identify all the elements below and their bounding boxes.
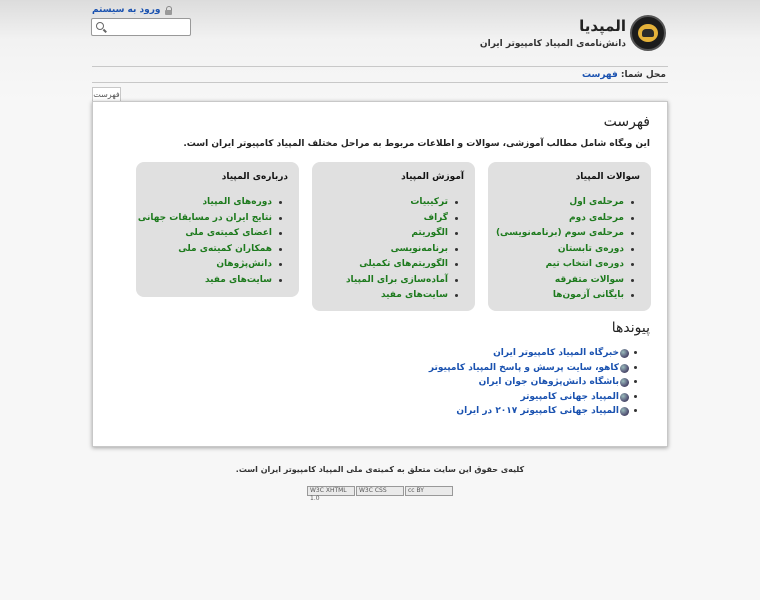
globe-icon	[620, 393, 629, 402]
intro-text: این وبگاه شامل مطالب آموزشی، سوالات و اطلاعات مربوط به مراحل مختلف المپیاد کامپیوتر ایران است.	[183, 139, 650, 149]
creative-commons-badge[interactable]: cc BY	[405, 486, 453, 496]
site-logo[interactable]	[630, 15, 666, 51]
list-item	[429, 375, 637, 390]
login-area	[92, 5, 173, 15]
list-item	[429, 390, 637, 405]
box-link[interactable]: ترکیبیات	[312, 195, 458, 211]
box-link[interactable]: الگوریتم	[312, 226, 458, 242]
breadcrumb-label: محل شما:	[620, 70, 666, 80]
box-about-olympiad	[136, 162, 299, 297]
w3c-css-badge[interactable]: W3C CSS	[356, 486, 404, 496]
external-link[interactable]: باشگاه دانش‌پژوهان جوان ایران	[478, 377, 619, 387]
box-link[interactable]: دوره‌ی انتخاب تیم	[488, 257, 634, 273]
box-title: سوالات المپیاد	[575, 172, 640, 182]
box-link[interactable]: الگوریتم‌های تکمیلی	[312, 257, 458, 273]
main-content	[92, 101, 668, 447]
box-olympiad-questions	[488, 162, 651, 311]
tab-page[interactable]: فهرست	[92, 87, 121, 102]
globe-icon	[620, 378, 629, 387]
external-link[interactable]: کاهو، سایت پرسش و پاسخ المپیاد کامپیوتر	[428, 362, 619, 373]
logo-camel-icon	[642, 29, 654, 37]
globe-icon	[620, 364, 629, 373]
box-link[interactable]: سوالات متفرقه	[488, 273, 634, 289]
box-title: درباره‌ی المپیاد	[221, 172, 288, 182]
box-link[interactable]: مرحله‌ی دوم	[488, 211, 634, 227]
box-link[interactable]: همکاران کمیته‌ی ملی	[136, 242, 282, 258]
header-divider	[92, 66, 668, 67]
box-link[interactable]: بایگانی آزمون‌ها	[488, 288, 634, 304]
box-link[interactable]: برنامه‌نویسی	[312, 242, 458, 258]
breadcrumb-divider	[92, 82, 668, 83]
box-link[interactable]: گراف	[312, 211, 458, 227]
search-icon[interactable]	[96, 22, 104, 30]
search-input[interactable]	[91, 18, 191, 36]
page-title: فهرست	[603, 114, 650, 130]
links-heading: پیوندها	[611, 320, 650, 336]
box-title: آموزش المپیاد	[401, 172, 464, 182]
box-link[interactable]: مرحله‌ی سوم (برنامه‌نویسی)	[488, 226, 634, 242]
box-link[interactable]: نتایج ایران در مسابقات جهانی	[136, 211, 282, 227]
globe-icon	[620, 407, 629, 416]
box-link[interactable]: مرحله‌ی اول	[488, 195, 634, 211]
box-olympiad-training	[312, 162, 475, 311]
box-link[interactable]: اعضای کمیته‌ی ملی	[136, 226, 282, 242]
box-link[interactable]: آماده‌سازی برای المپیاد	[312, 273, 458, 289]
box-link[interactable]: دانش‌پژوهان	[136, 257, 282, 273]
breadcrumb	[582, 70, 666, 80]
footer-copyright: کلیه‌ی حقوق این سایت متعلق به کمیته‌ی ملی المپیاد کامپیوتر ایران است.	[235, 465, 525, 474]
external-link[interactable]: المپیاد جهانی کامپیوتر ۲۰۱۷ در ایران	[456, 406, 619, 416]
globe-icon	[620, 349, 629, 358]
lock-icon	[165, 6, 173, 15]
breadcrumb-current-link[interactable]: فهرست	[581, 70, 618, 80]
list-item	[429, 346, 637, 361]
box-link[interactable]: دوره‌ی تابستان	[488, 242, 634, 258]
list-item	[429, 404, 637, 419]
site-subtitle: دانش‌نامه‌ی المپیاد کامپیوتر ایران	[479, 39, 626, 49]
list-item	[429, 361, 637, 376]
w3c-xhtml-badge[interactable]: W3C XHTML 1.0	[307, 486, 355, 496]
box-link[interactable]: دوره‌های المپیاد	[136, 195, 282, 211]
login-link[interactable]: ورود به سیستم	[92, 5, 161, 15]
site-title[interactable]: المپدیا	[579, 17, 626, 35]
box-link[interactable]: سایت‌های مفید	[136, 273, 282, 289]
external-link[interactable]: خبرگاه المپیاد کامپیوتر ایران	[493, 348, 619, 358]
external-link[interactable]: المپیاد جهانی کامپیوتر	[520, 391, 619, 402]
box-link[interactable]: سایت‌های مفید	[312, 288, 458, 304]
links-list	[429, 346, 637, 419]
